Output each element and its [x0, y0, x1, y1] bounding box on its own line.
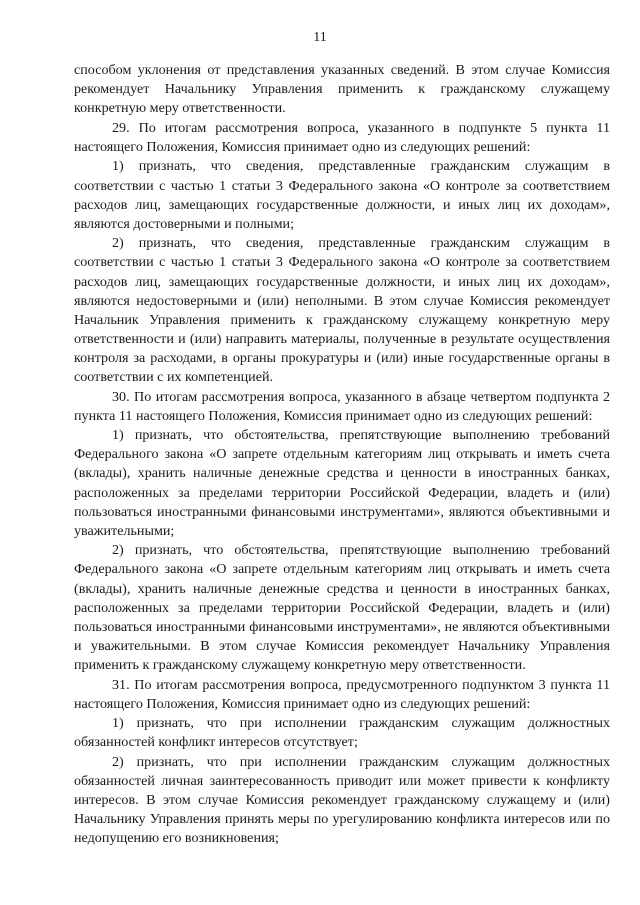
paragraph-31-subitem-2: 2) признать, что при исполнении гражданским служащим должностных обязанностей личная заинтересованность приводит или может привести к конфликту интересов. В этом случае Комиссия рекомендует гражданскому служащему и (или) Начальнику Управления принять меры по урегулированию конфликта интересов или по недопущению его возникновения; — [74, 753, 610, 847]
paragraph-item-30: 30. По итогам рассмотрения вопроса, указанного в абзаце четвертом подпункта 2 пункта 11 настоящего Положения, Комиссия принимает одно из следующих решений: — [74, 388, 610, 424]
paragraph-29-subitem-1: 1) признать, что сведения, представленные гражданским служащим в соответствии с частью 1 статьи 3 Федерального закона «О контроле за соответствием расходов лиц, замещающих государственные должности, и иных лиц их доходам», являются достоверными и полными; — [74, 158, 610, 232]
document-body — [74, 61, 610, 849]
paragraph-item-29: 29. По итогам рассмотрения вопроса, указанного в подпункте 5 пункта 11 настоящего Положения, Комиссия принимает одно из следующих решений: — [74, 119, 610, 155]
paragraph-30-subitem-2: 2) признать, что обстоятельства, препятствующие выполнению требований Федерального закона «О запрете отдельным категориям лиц открывать и иметь счета (вклады), хранить наличные денежные средства и ценности в иностранных банках, расположенных за пределами территории Российской Федерации, владеть и (или) пользоваться иностранными финансовыми инструментами», не являются объективными и уважительными. В этом случае Комиссия рекомендует Начальнику Управления применить к гражданскому служащему конкретную меру ответственности. — [74, 542, 610, 673]
paragraph-30-subitem-1: 1) признать, что обстоятельства, препятствующие выполнению требований Федерального закона «О запрете отдельным категориям лиц открывать и иметь счета (вклады), хранить наличные денежные средства и ценности в иностранных банках, расположенных за пределами территории Российской Федерации, владеть и (или) пользоваться иностранными финансовыми инструментами», являются объективными и уважительными; — [74, 427, 610, 539]
paragraph-item-31: 31. По итогам рассмотрения вопроса, предусмотренного подпунктом 3 пункта 11 настоящего Положения, Комиссия принимает одно из следующих решений: — [74, 676, 610, 712]
paragraph-continuation: способом уклонения от представления указанных сведений. В этом случае Комиссия рекомендует Начальнику Управления применить к гражданскому служащему конкретную меру ответственности. — [74, 62, 610, 117]
page-number: 11 — [313, 30, 327, 45]
paragraph-31-subitem-1: 1) признать, что при исполнении гражданским служащим должностных обязанностей конфликт интересов отсутствует; — [74, 715, 610, 751]
paragraph-29-subitem-2: 2) признать, что сведения, представленные гражданским служащим в соответствии с частью 1 статьи 3 Федерального закона «О контроле за соответствием расходов лиц, замещающих государственные должности, и иных лиц их доходам», являются недостоверными и (или) неполными. В этом случае Комиссия рекомендует Начальник Управления применить к гражданскому служащему конкретную меру ответственности и (или) направить материалы, полученные в результате осуществления контроля за расходами, в органы прокуратуры и (или) иные государственные органы в соответствии с их компетенцией. — [74, 235, 610, 385]
